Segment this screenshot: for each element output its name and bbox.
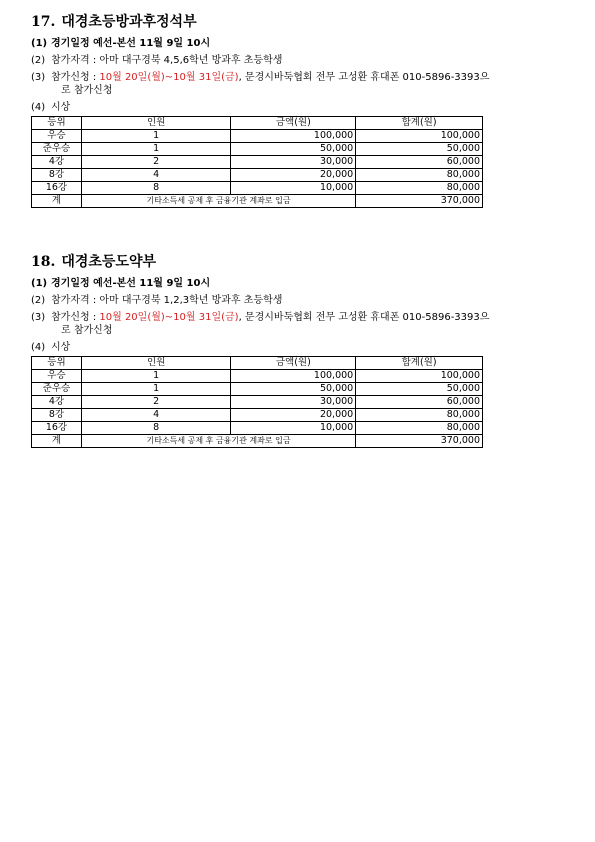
item-text: 로 참가신청 xyxy=(61,325,113,336)
section-number: 18. xyxy=(31,254,56,270)
cell-rank: 4강 xyxy=(32,396,82,409)
item-registration xyxy=(31,71,491,84)
header-count: 인원 xyxy=(81,117,231,130)
cell-amount: 20,000 xyxy=(231,169,356,182)
table-row xyxy=(32,409,483,422)
cell-amount: 10,000 xyxy=(231,422,356,435)
registration-period: 10월 20일(월)~10월 31일(금) xyxy=(99,72,239,83)
table-row xyxy=(32,182,483,195)
table-row xyxy=(32,370,483,383)
item-text: 로 참가신청 xyxy=(61,85,113,96)
cell-count: 8 xyxy=(81,422,231,435)
header-count: 인원 xyxy=(81,357,231,370)
table-row xyxy=(32,396,483,409)
cell-count: 1 xyxy=(81,370,231,383)
cell-count: 2 xyxy=(81,396,231,409)
cell-amount: 30,000 xyxy=(231,156,356,169)
item-prizes xyxy=(31,341,491,354)
cell-total: 80,000 xyxy=(356,169,483,182)
cell-amount: 20,000 xyxy=(231,409,356,422)
table-total-row xyxy=(32,435,483,448)
cell-amount: 50,000 xyxy=(231,143,356,156)
item-text: 경기일정 예선-본선 11월 9일 10시 xyxy=(51,38,211,49)
cell-rank: 16강 xyxy=(32,182,82,195)
prize-table xyxy=(31,356,483,448)
cell-rank: 우승 xyxy=(32,370,82,383)
header-total: 합계(원) xyxy=(356,357,483,370)
header-amount: 금액(원) xyxy=(231,117,356,130)
cell-amount: 100,000 xyxy=(231,370,356,383)
section-title xyxy=(31,253,491,271)
table-row xyxy=(32,130,483,143)
cell-total: 100,000 xyxy=(356,370,483,383)
cell-count: 1 xyxy=(81,383,231,396)
cell-count: 8 xyxy=(81,182,231,195)
table-row xyxy=(32,156,483,169)
table-header-row xyxy=(32,117,483,130)
table-row xyxy=(32,169,483,182)
prize-table xyxy=(31,116,483,208)
item-registration xyxy=(31,311,491,324)
table-header-row xyxy=(32,357,483,370)
table-row xyxy=(32,383,483,396)
cell-total-note: 기타소득세 공제 후 금융기관 계좌로 입금 xyxy=(81,195,355,208)
cell-rank: 4강 xyxy=(32,156,82,169)
item-text: 참가자격 : 아마 대구경북 4,5,6학년 방과후 초등학생 xyxy=(51,55,283,66)
item-text: , 문경시바둑협회 전무 고성환 휴대폰 010-5896-3393으 xyxy=(238,312,490,323)
item-index: (3) xyxy=(31,312,46,323)
item-eligibility xyxy=(31,54,491,67)
cell-total-note: 기타소득세 공제 후 금융기관 계좌로 입금 xyxy=(81,435,355,448)
table-row xyxy=(32,422,483,435)
cell-rank: 8강 xyxy=(32,409,82,422)
item-text: , 문경시바둑협회 전무 고성환 휴대폰 010-5896-3393으 xyxy=(238,72,490,83)
item-index: (2) xyxy=(31,295,46,306)
item-index: (2) xyxy=(31,55,46,66)
table-row xyxy=(32,143,483,156)
cell-amount: 30,000 xyxy=(231,396,356,409)
item-index: (3) xyxy=(31,72,46,83)
item-prizes xyxy=(31,101,491,114)
cell-amount: 50,000 xyxy=(231,383,356,396)
item-text: 참가신청 : xyxy=(51,72,100,83)
cell-count: 1 xyxy=(81,130,231,143)
cell-total-label: 계 xyxy=(32,435,82,448)
cell-total: 50,000 xyxy=(356,143,483,156)
cell-total: 80,000 xyxy=(356,409,483,422)
item-index: (1) xyxy=(31,38,48,49)
cell-rank: 우승 xyxy=(32,130,82,143)
item-schedule xyxy=(31,277,491,290)
cell-total-value: 370,000 xyxy=(356,195,483,208)
section-18 xyxy=(31,253,491,448)
cell-count: 4 xyxy=(81,409,231,422)
cell-rank: 준우승 xyxy=(32,143,82,156)
registration-period: 10월 20일(월)~10월 31일(금) xyxy=(99,312,239,323)
cell-rank: 준우승 xyxy=(32,383,82,396)
cell-total: 80,000 xyxy=(356,422,483,435)
section-name: 대경초등도약부 xyxy=(61,254,157,270)
cell-count: 4 xyxy=(81,169,231,182)
cell-amount: 100,000 xyxy=(231,130,356,143)
item-index: (4) xyxy=(31,102,46,113)
cell-count: 2 xyxy=(81,156,231,169)
cell-total-value: 370,000 xyxy=(356,435,483,448)
item-text: 시상 xyxy=(51,342,71,353)
cell-total: 60,000 xyxy=(356,396,483,409)
table-total-row xyxy=(32,195,483,208)
cell-total: 80,000 xyxy=(356,182,483,195)
header-total: 합계(원) xyxy=(356,117,483,130)
cell-total-label: 계 xyxy=(32,195,82,208)
section-17 xyxy=(31,13,491,208)
section-title xyxy=(31,13,491,31)
item-schedule xyxy=(31,37,491,50)
cell-total: 50,000 xyxy=(356,383,483,396)
item-text: 참가자격 : 아마 대구경북 1,2,3학년 방과후 초등학생 xyxy=(51,295,283,306)
item-text: 경기일정 예선-본선 11월 9일 10시 xyxy=(51,278,211,289)
cell-rank: 8강 xyxy=(32,169,82,182)
item-text: 시상 xyxy=(51,102,71,113)
section-name: 대경초등방과후정석부 xyxy=(61,14,197,30)
header-amount: 금액(원) xyxy=(231,357,356,370)
item-text: 참가신청 : xyxy=(51,312,100,323)
header-rank: 등위 xyxy=(32,117,82,130)
cell-rank: 16강 xyxy=(32,422,82,435)
item-index: (4) xyxy=(31,342,46,353)
section-number: 17. xyxy=(31,14,56,30)
item-index: (1) xyxy=(31,278,48,289)
item-registration-cont xyxy=(31,324,491,337)
item-eligibility xyxy=(31,294,491,307)
cell-total: 60,000 xyxy=(356,156,483,169)
header-rank: 등위 xyxy=(32,357,82,370)
cell-total: 100,000 xyxy=(356,130,483,143)
cell-amount: 10,000 xyxy=(231,182,356,195)
item-registration-cont xyxy=(31,84,491,97)
cell-count: 1 xyxy=(81,143,231,156)
